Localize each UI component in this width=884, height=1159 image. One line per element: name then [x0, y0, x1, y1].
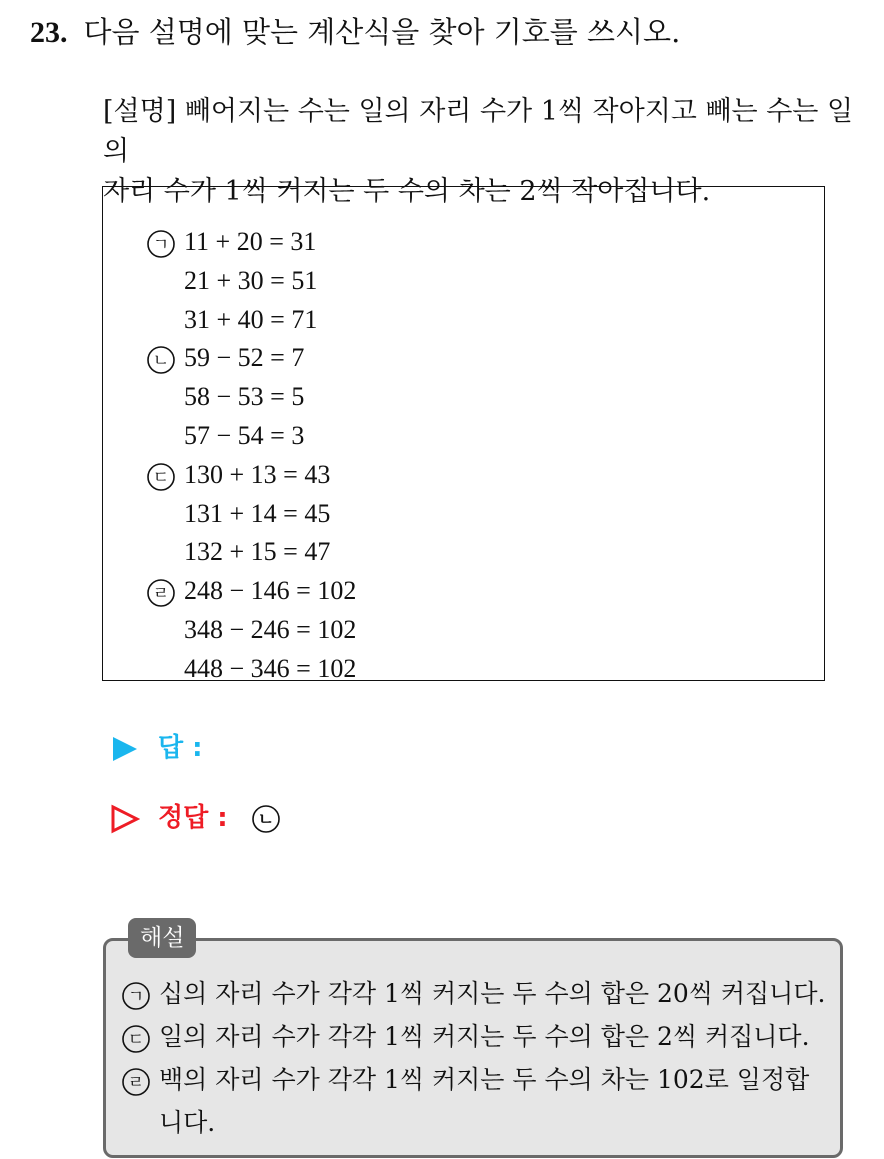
explanation-line-text: 백의 자리 수가 각각 1씩 커지는 두 수의 차는 102로 일정합	[159, 1065, 810, 1094]
equation-row	[146, 378, 304, 416]
equation-text: 21 + 30 = 51	[184, 265, 318, 295]
svg-text:ㄷ: ㄷ	[127, 1029, 145, 1050]
options-box	[102, 186, 825, 681]
equation-row	[146, 262, 317, 300]
explanation-line	[121, 1058, 831, 1101]
circled-symbol-icon	[146, 345, 176, 375]
circled-symbol-icon	[146, 229, 176, 259]
question-number: 23.	[30, 16, 68, 49]
equation-row	[146, 650, 356, 688]
svg-text:ㄹ: ㄹ	[127, 1072, 145, 1093]
correct-answer-symbol	[251, 803, 289, 833]
explanation-title: 해설	[128, 918, 196, 958]
svg-text:ㄹ: ㄹ	[152, 584, 170, 605]
equation-text: 130 + 13 = 43	[184, 459, 331, 489]
equation-text: 11 + 20 = 31	[184, 227, 317, 256]
equation-text: 348 − 246 = 102	[184, 615, 357, 644]
explanation-line-text: 니다.	[159, 1108, 216, 1137]
circled-symbol-icon	[146, 578, 176, 608]
equation-row	[146, 223, 316, 261]
explanation-line	[121, 972, 831, 1015]
equation-row	[146, 301, 317, 339]
svg-text:ㄱ: ㄱ	[152, 235, 170, 256]
answer-label: 답 :	[158, 733, 203, 763]
equation-row	[146, 611, 356, 649]
explanation-line-text: 일의 자리 수가 각각 1씩 커지는 두 수의 합은 2씩 커집니다.	[159, 1022, 810, 1051]
explanation-line-text: 십의 자리 수가 각각 1씩 커지는 두 수의 합은 20씩 커집니다.	[159, 979, 826, 1008]
question-prompt: 다음 설명에 맞는 계산식을 찾아 기호를 쓰시오.	[83, 15, 681, 49]
equation-row	[146, 572, 356, 610]
circled-symbol-icon	[121, 1024, 151, 1054]
explanation-line	[121, 1101, 831, 1144]
answer-row	[110, 727, 203, 764]
equation-text: 132 + 15 = 47	[184, 537, 331, 567]
circled-symbol-icon	[251, 804, 281, 834]
circled-symbol-icon	[146, 462, 176, 492]
equation-text: 131 + 14 = 45	[184, 498, 331, 528]
correct-answer-label: 정답 :	[158, 803, 228, 833]
svg-text:ㄴ: ㄴ	[257, 809, 274, 830]
correct-answer-row	[110, 797, 289, 834]
equation-text: 57 − 54 = 3	[184, 421, 305, 450]
explanation-text	[121, 972, 831, 1144]
explanation-line	[121, 1015, 831, 1058]
equation-row	[146, 417, 304, 455]
equation-row	[146, 456, 330, 494]
svg-text:ㄱ: ㄱ	[127, 986, 145, 1007]
equation-text: 58 − 53 = 5	[184, 382, 305, 412]
equation-text: 248 − 146 = 102	[184, 576, 357, 606]
equation-row	[146, 495, 330, 533]
circled-symbol-icon	[121, 1067, 151, 1097]
play-triangle-icon	[110, 734, 140, 764]
equation-text: 448 − 346 = 102	[184, 653, 357, 683]
circled-symbol-icon	[121, 981, 151, 1011]
equation-row	[146, 339, 304, 377]
question-header	[30, 10, 680, 51]
outline-triangle-icon	[110, 804, 140, 834]
svg-text:ㄴ: ㄴ	[152, 351, 170, 372]
description-line-1: [설명] 빼어지는 수는 일의 자리 수가 1씩 작아지고 빼는 수는 일의	[103, 96, 854, 167]
equation-text: 31 + 40 = 71	[184, 304, 318, 334]
svg-text:ㄷ: ㄷ	[152, 467, 170, 488]
equation-row	[146, 533, 330, 571]
description-line-2: 자리 수가 1씩 커지는 두 수의 차는 2씩 작아집니다.	[103, 176, 711, 207]
equation-text: 59 − 52 = 7	[184, 343, 305, 373]
